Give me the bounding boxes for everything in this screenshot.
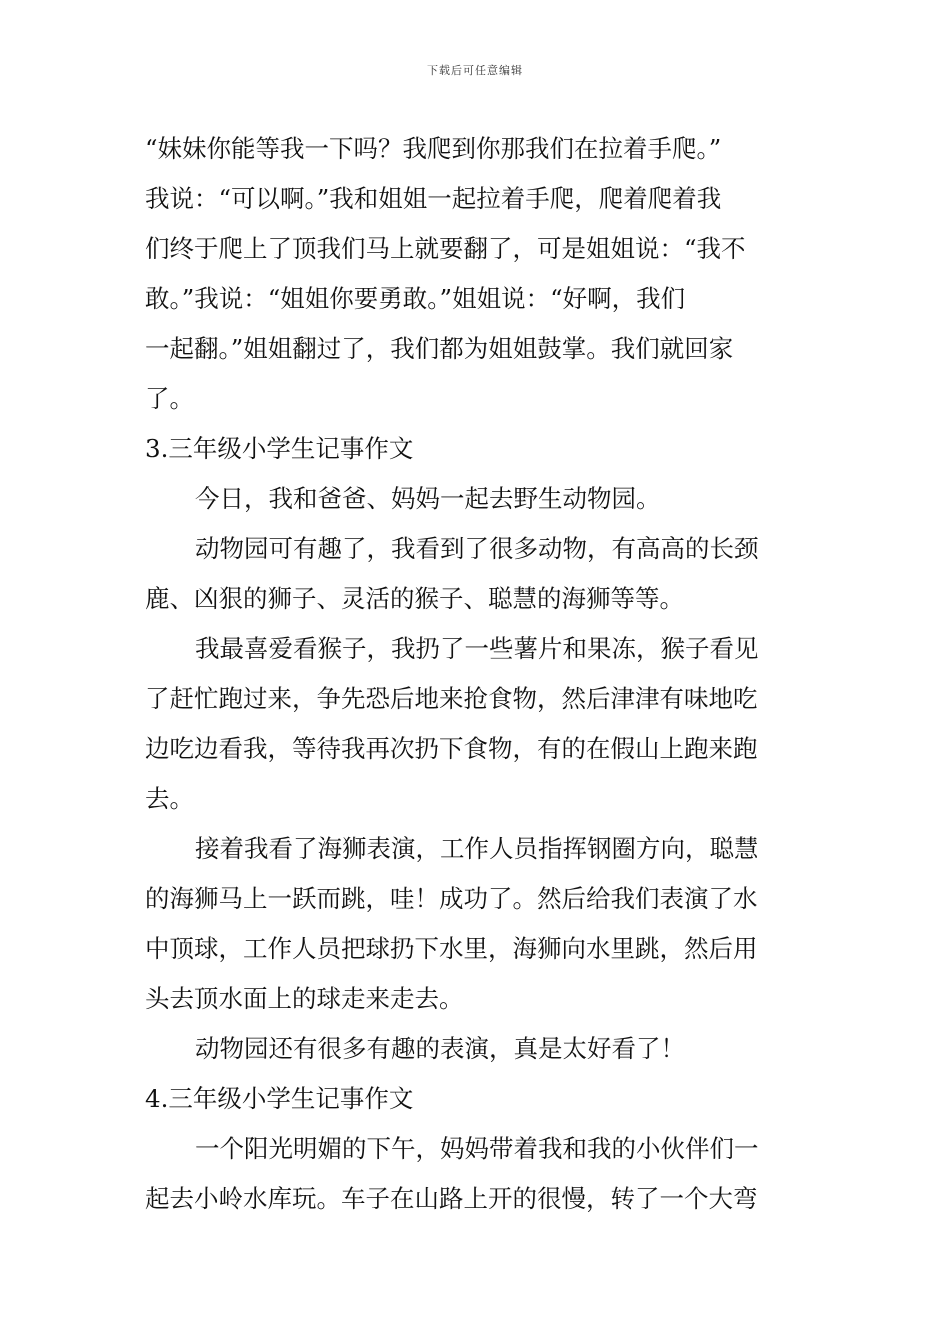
text-line: 一个阳光明媚的下午，妈妈带着我和我的小伙伴们一 (195, 1134, 759, 1163)
text-line: 动物园还有很多有趣的表演，真是太好看了！ (195, 1034, 685, 1063)
text-line: 了赶忙跑过来，争先恐后地来抢食物，然后津津有味地吃 (145, 684, 758, 713)
page-header-note: 下载后可任意编辑 (427, 64, 523, 77)
text-line: 一起翻。”姐姐翻过了，我们都为姐姐鼓掌。我们就回家 (145, 334, 734, 363)
text-line: 鹿、凶狠的狮子、灵活的猴子、聪慧的海狮等等。 (145, 584, 684, 613)
text-line: 我最喜爱看猴子，我扔了一些薯片和果冻，猴子看见 (195, 634, 759, 663)
text-line: 边吃边看我，等待我再次扔下食物，有的在假山上跑来跑 (145, 734, 758, 763)
text-line: 今日，我和爸爸、妈妈一起去野生动物园。 (195, 484, 661, 513)
text-line: 接着我看了海狮表演，工作人员指挥钢圈方向，聪慧 (195, 834, 759, 863)
text-line: 头去顶水面上的球走来走去。 (145, 984, 464, 1013)
text-line: 中顶球，工作人员把球扔下水里，海狮向水里跳，然后用 (145, 934, 758, 963)
section-heading-4: 4.三年级小学生记事作文 (145, 1084, 414, 1113)
document-body (145, 124, 810, 1224)
text-line: 我说：“可以啊。”我和姐姐一起拉着手爬，爬着爬着我 (145, 184, 722, 213)
section-heading-3: 3.三年级小学生记事作文 (145, 434, 414, 463)
text-line: 敢。”我说：“姐姐你要勇敢。”姐姐说：“好啊，我们 (145, 284, 686, 313)
text-line: 去。 (145, 784, 194, 813)
text-line: 的海狮马上一跃而跳，哇！成功了。然后给我们表演了水 (145, 884, 758, 913)
text-line: 起去小岭水库玩。车子在山路上开的很慢，转了一个大弯 (145, 1184, 758, 1213)
text-line: 们终于爬上了顶我们马上就要翻了，可是姐姐说：“我不 (145, 234, 746, 263)
text-line: 了。 (145, 384, 194, 413)
text-line: “妹妹你能等我一下吗？我爬到你那我们在拉着手爬。” (145, 134, 722, 163)
text-line: 动物园可有趣了，我看到了很多动物，有高高的长颈 (195, 534, 759, 563)
